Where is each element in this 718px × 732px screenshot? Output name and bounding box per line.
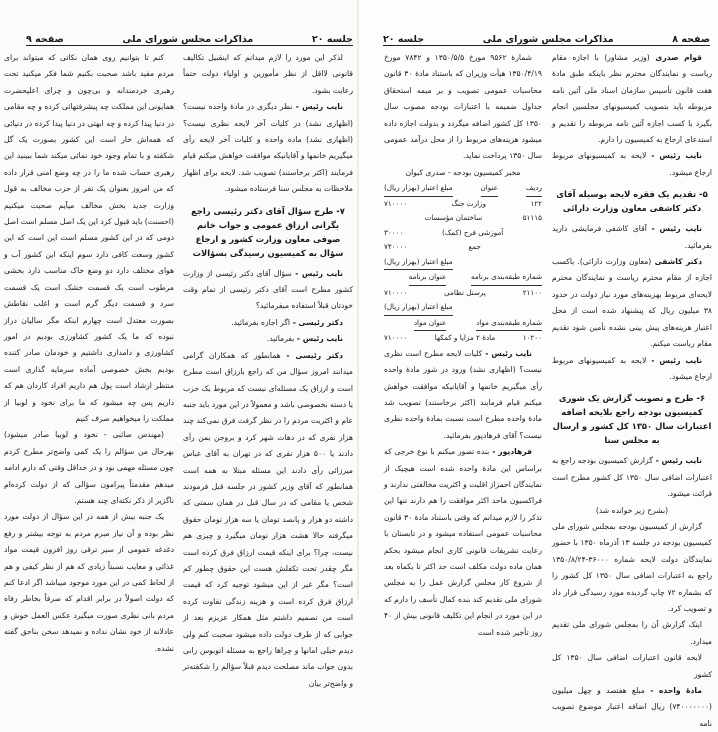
speaker-name: نایب رئیس - <box>292 102 343 112</box>
paragraph-text: لایحه قانون اعتبارات اضافی سال ۱۳۵۰ کل کشور <box>552 653 712 679</box>
speaker-name: مادهٔ واحده - <box>644 686 702 695</box>
table-cell: عنوان مواد <box>414 316 447 332</box>
paragraph-text: کنم تا بتوانیم روی همان نکاتی که میتواند برای مردم مفید باشد صحبت بکنیم شما فکر میکنید تحت رهبری خردمندانه و بی‌چون و چرای اعلیحضرت همایونی این مملکت چه پیشرفتهائی کرده و چه مقامی در دنیا پیدا کرده و چه ابهتی در دنیا پیدا کرده در دنیائی که همه‌اش خار است این کشور بصورت یک گل شکفته و با تمام وجود خود نمائی میکند شما ببینید این رهبری حساب شده ما را در چه وضع امنی قرار داده که من امروز بعنوان یک نفر از حزب مخالف به قول وزارت جدید بخش مخالف میآیم صحبت میکنیم (احسنت) باید قبول کرد این یک اصل مسلم است اصل دومی که در این کشور مسلم است این است که این کشور وسعت کافی دارد سوم اینکه این کشور آب و هوای مختلف دارد دو وضع خاک مناسب دارد بخشی مرطوب است یک قسمت خشک است یک قسمت سرد و قسمت دیگر گرم است و اغلب نقاطش بصورت معتدل است چهارم اینکه مگر سالیان دراز نبوده که ما یک کشور کشاورزی بودیم در امور کشاورزی و دامداری داشتیم و خودمان صادر کننده بودیم بخش خصوصی آماده سرمایه گذاری است منتظر ارشاد است پول هم داریم افراد کاردان هم که داریم پس چه میشود که ما برای نخود و لوبیا از مملکت را میخواهیم صرف کنیم <box>4 53 174 423</box>
table-cell: جمع <box>468 242 481 252</box>
table-row <box>384 270 542 286</box>
table-cell: ۱۲۲ <box>530 198 542 208</box>
text-column-right <box>552 50 712 732</box>
paragraph <box>183 348 353 693</box>
paragraph <box>183 99 353 197</box>
table-cell: پرسنل نظامی <box>444 287 486 297</box>
speaker-name: قوام صدری <box>649 53 702 62</box>
page-header <box>383 31 710 46</box>
paragraph <box>552 254 712 352</box>
paragraph-text: کلیات لایحه مطرح است نظری نیست؟ (اظهاری نشد) ورود در شور مادهٔ واحده رأی میگیریم خانمها و آقایانیکه موافقت خواهش میکنم قیام فرمایند (اکثر برخاستند) تصویب شد مادهٔ واحده مطرح است نسبت بمادهٔ واحده نظری نیست؟ آقای فرهادپور بفرمائید. <box>384 348 542 440</box>
header-session: جلسه ۲۰ <box>311 34 353 45</box>
paragraph-text: لایحه به کمیسیونهای مربوط ارجاع میشود. <box>552 151 712 177</box>
table-row <box>384 181 542 197</box>
paragraph <box>552 353 712 386</box>
paragraph-text: لایحه به کمیسیونهای مربوط ارجاع میشود. <box>552 355 712 381</box>
table-cell: ۲۱۱۰۰ <box>522 287 542 297</box>
paragraph-text: سؤال آقای دکتر رئیسی از وزارت کشور مطرح است آقای دکتر رئیسی از تمام وقت خودتان قبلاً استفاده میفرمائید؟ <box>183 268 353 311</box>
table-cell: آموزشی فرح (کمک) <box>442 227 504 237</box>
paragraph-text: بفرمائید. <box>266 334 295 344</box>
table-cell: شماره طبقه‌بندی برنامه <box>471 270 542 286</box>
paragraph-text: اگر اجازه بفرمائید. <box>231 317 291 327</box>
page-header <box>26 31 353 46</box>
table-cell: عنوان <box>481 181 498 197</box>
text-column-left <box>4 50 174 657</box>
header-title: مذاکرات مجلس شورای ملی <box>122 34 254 45</box>
header-page-number: صفحه ۹ <box>26 34 64 45</box>
paragraph-text: یک جنبه بیش از همه در این سؤال از دولت مورد نظر بوده و آن نیاز مبرم مردم به توجه بیشتر و رفع دغدغه عمومی از سیر ترقی روز افزون قیمت مواد غذائی و معایب نسبتاً زیادی که هم از نظر کیفی و هم از لحاظ کمی در این مورد موجود میباشد اگر ادعا کنم که دولت اصولاً در برابر اقدام که صرفاً بخاطر رفاه مردم بانی نظری صورت میگیرد عکس العمل خوش و عادلانه از خود نشان نداده و نمیدهد سخن بناحق گفته نشده. <box>4 512 174 653</box>
paragraph-text: (معاون وزارت دارائی). باکسب اجازه از مقام محترم ریاست و نمایندگان محترم لایحه‌ای مربوط بهزینه‌های مورد نیاز دولت در حدود ۳۸ میلیون ریال که پیشنهاد شده است از محل اعتبار هزینه‌های پیش بینی نشده تأمین شود تقدیم مقام ریاست میکنم. <box>552 257 712 349</box>
table-cell: ردیف <box>526 181 542 197</box>
speaker-name: نایب رئیس - <box>291 268 344 278</box>
paragraph-text: همانطور که همکاران گرامی میدانند امروز سؤال من که راجع بارزاق است مطرح است و ارزاق یک مسئله‌ای نیست که مربوط یک حزب یا دسته بخصوصی باشد و معمولاً در این مورد باید جنبه عام و اکثریت مردم را در نظر گرفت فرق نمی‌کند چند هزار نفری که در دهات شهر کرد و بروجن بمن رأی دادند یا ۵۰۰ هزار نفری که در تهران به آقای عباس میرزائی رأی دادند این مسئله مبتلا به همه است همانطور که آقای وزیر کشور در جلسه قبل فرمودند شخص یا مقامی که در سال قبل در همان سمتی که داشته دو هزار و پانصد تومان یا سه هزار تومان حقوق میگرفته حالا هشت هزار تومان میگیرد و چیزی هم نیست، چرا؟ برای اینکه قیمت ارزاق فرق کرده است مگر چقدر تحت تکفلش هست این حقوق چطور کم است؟ مگر غیر از این میشود توجیه کرد که قیمت ارزاق فرق کرده است و هزینه زندگی تفاوت کرده است من تصمیم داشتم مثل همکار عزیزم بعد از جوابی که از طرف دولت داده میشود صحبت کنم ولی دیدم خیلی امانها و چراها راجع به مسئله اتوبوس رانی بدون جواب ماند مصلحت دیدم قبلاً سؤالم را شکفته‌تر و واضح‌تر بیان <box>183 350 354 688</box>
table-cell: ۳۰۰۰۰ <box>384 227 404 237</box>
table-row <box>384 286 542 301</box>
table-cell: ۷۴۰۰۰۰ <box>384 242 408 252</box>
paragraph-text: لذکر این مورد را لازم میدانم که اینقبیل تکالیف قانونی لااقل از نظر مأمورین و اولیاء دولت حتماً رعایت بشود. <box>183 53 353 95</box>
text-column-right <box>183 50 353 692</box>
paragraph-text: شمارهٔ ۹۵۶۲ مورخ ۱۳۵۰/۵/۵ و ۷۸۴۲ مورخ ۱۳۵۰/۴/۱۹ هیأت وزیران که باستناد مادهٔ ۳۰ قانون محاسبات عمومی تصویب و بر میمه استحقاق جداول ضمیمه با اعتبارات بودجه مصوب سال ۱۳۵۰ کل کشور اضافه میگردد و بدولت اجازه داده میشود هزینه‌های مربوط را از محل درآمد عمومی سال ۱۳۵۰ پرداخت نماید. <box>384 53 542 161</box>
speaker-name: دکتر رئیسی - <box>280 350 343 360</box>
speaker-name: نایب رئیس - <box>652 456 702 466</box>
header-title: مذاکرات مجلس شورای ملی <box>482 34 614 45</box>
table-cell: وزارت جنگ <box>451 198 487 208</box>
table-cell: ۷۱۰۰۰۰ <box>384 198 408 208</box>
paragraph <box>384 50 542 165</box>
speaker-name: دکتر رئیسی - <box>290 317 343 327</box>
paragraph <box>183 331 353 347</box>
paragraph-text: اینک گزارش آن را بمجلس شورای ملی تقدیم میدارد. <box>552 620 712 646</box>
speaker-name: فرهادپور - <box>489 447 532 457</box>
paragraph <box>183 266 353 315</box>
speaker-name: نایب رئیس - <box>646 355 702 365</box>
paragraph-text: نظر دیگری در مادهٔ واحده نیست؟ (اظهاری نشد) در کلیات آخر لایحه نظری نیست؟ (اظهاری نشد) ماده واحده و کلیات آخر لایحه رأی میگیریم خانمها و آقایانیکه موافقت خواهش میکنم قیام فرمایند (اکثر برخاستند) تصویب شد. لایحه برای اظهار ملاحظات به مجلس سنا فرستاده میشود. <box>183 102 353 194</box>
table-cell: ۷۱۰۰۰۰ <box>384 333 408 343</box>
paragraph <box>4 509 174 657</box>
paragraph <box>552 519 712 617</box>
table-cell: مبلغ اعتبار (بهزار ریال) <box>384 181 453 197</box>
table-row <box>384 197 542 212</box>
page-right <box>359 0 718 728</box>
header-session: جلسه ۲۰ <box>383 34 425 45</box>
table-row <box>384 240 542 255</box>
paragraph <box>552 148 712 181</box>
table-cell: ۵۱۱۱۵ <box>522 213 542 223</box>
table-cell: شماره طبقه‌بندی مواد <box>476 316 542 332</box>
section-heading: ۵- تقدیم یک فقره لایحه بوسیله آقای دکتر کاشفی معاون وزارت دارائی <box>556 189 708 214</box>
paragraph <box>183 315 353 331</box>
paragraph-text: گزارش کمیسیون بودجه راجع به اعتبارات اضافی سال ۱۳۵۰ کل کشور مطرح است قرائت میشود. <box>552 456 712 499</box>
paragraph-text: (مهندس صائبی - نخود و لوبیا صادر میشود) بهرحال من سؤالم را یک کمی واضح‌تر مطرح کردم چون مسئله مهمی بود و در حداقل وقتی که دارم ادامه میدهم مقدمتاً پیرامون سؤالی که از دولت کرده‌ام ناگزیر از ذکر نکته‌ای چند هستم. <box>4 430 174 505</box>
section-heading: ۶- طرح و تصویب گزارش یک شوری کمیسیون بودجه راجع بلایحه اضافه اعتبارات سال ۱۳۵۰ کل کشور و ارسال به مجلس سنا <box>552 393 712 446</box>
paragraph-text: مبلغ هفتصد و چهل میلیون (۷۴۰۰۰۰۰۰۰) ریال اضافه اعتبار موضوع تصویب نامه <box>552 686 712 728</box>
paragraph <box>4 50 174 427</box>
speaker-name: نایب رئیس - <box>294 334 343 344</box>
table-cell: ۷۱۰۰۰۰ <box>384 287 408 297</box>
centered-line: مخبر کمیسیون بودجه - صدری کیوان <box>405 167 521 177</box>
section-heading: ۷- طرح سؤال آقای دکتر رئیسی راجع بگرانی ارزاق عمومی و جواب خانم صوفی معاون وزارت کشور و ارجاع سؤال به کمیسیون رسیدگی بسؤالات <box>191 205 345 258</box>
table-row <box>384 226 542 241</box>
speaker-name: نایب رئیس - <box>646 151 702 161</box>
page-left <box>0 0 359 688</box>
paragraph <box>384 444 542 641</box>
paragraph <box>552 453 712 502</box>
table-cell: ۱۰۲۰۰ <box>522 333 542 343</box>
table-row <box>384 331 542 346</box>
header-page-number: صفحه ۸ <box>672 34 710 45</box>
paragraph <box>183 50 353 99</box>
paragraph-text: بنده تصور میکنم با نوع خرجی که براساس این مادهٔ واحده شده است هیچیک از نمایندگان احمزاز اقلیت و اکثریت مخالفتی ندارند و فراکسیون ماحد اکثر موافقت را هم دارند تنها این تذکر را لازم میدانم که وقتی باستناد مادهٔ ۳۰ قانون محاسبات عمومی استفاده میشود و در تابستان با رعایت تشریفات قانونی کاری انجام میشود بحکم همان ماده دولت مکلف است حد اکثر تا یکماه بعد از شروع کار مجلس گزارش عمل را به مجلس شورای ملی تقدیم کند بنده کمال تأسف را دارم که در این مورد در انجام این تکلیف قانونی بیش از ۴۰ روز تأخیر شده است <box>384 447 542 637</box>
paragraph <box>552 683 712 732</box>
table-row <box>384 316 542 332</box>
paragraph <box>552 221 712 254</box>
centered-line: (بشرح زیر خوانده شد) <box>595 505 669 515</box>
speaker-name: نایب رئیس - <box>646 224 702 234</box>
paragraph-text: گزارش از کمیسیون بودجه بمجلس شورای ملی کمیسیون بودجه در جلسه ۱۳ آذرماه ۱۳۵۰ با حضور نمایندگان دولت لایحه شماره ۳۶۰۰۰-۱۳۵۰/۸/۲۴ راجع به اعتبارات اضافی سال ۱۳۵۰ کل کشور را که بشماره ۷۲ چاپ گردیده مورد رسیدگی قرار داد و تصویب کرد. <box>552 521 712 613</box>
table-row <box>384 300 542 316</box>
table-row <box>384 255 542 271</box>
paragraph <box>384 346 542 444</box>
paragraph <box>552 617 712 650</box>
paragraph <box>4 427 174 509</box>
speaker-name: نایب رئیس - <box>482 348 532 358</box>
table-cell: عنوان برنامه <box>409 270 447 286</box>
paragraph-text: آقای کاشفی فرمایشی دارید بفرمائید. <box>552 224 712 250</box>
table-cell: مادهٔ ۲ مزایا و کمکها <box>434 333 496 343</box>
table-row <box>384 211 542 226</box>
paragraph <box>552 650 712 683</box>
table-cell: مبلغ اعتبار (بهزار ریال) <box>384 255 453 271</box>
paragraph-text: (وزیر مشاور) با اجازه مقام ریاست و نمایندگان محترم نظر باینکه طبق مادهٔ هفت قانون تأسیس سازمان اسناد ملی آئین نامه مربوطه باید بتصویب کمیسیونهای مجلسین انجام بگیرد با کسب اجازه آئین نامه مربوطه را تقدیم و استدعای ارجاع به کمیسیون را دارم. <box>552 53 712 145</box>
table-cell: ساختمان مؤسسات <box>424 213 483 223</box>
table-cell: مبلغ اعتبار (بهزار ریال) <box>384 300 453 316</box>
text-column-left <box>384 50 542 641</box>
speaker-name: دکتر کاشفی <box>651 257 702 267</box>
paragraph <box>552 50 712 148</box>
